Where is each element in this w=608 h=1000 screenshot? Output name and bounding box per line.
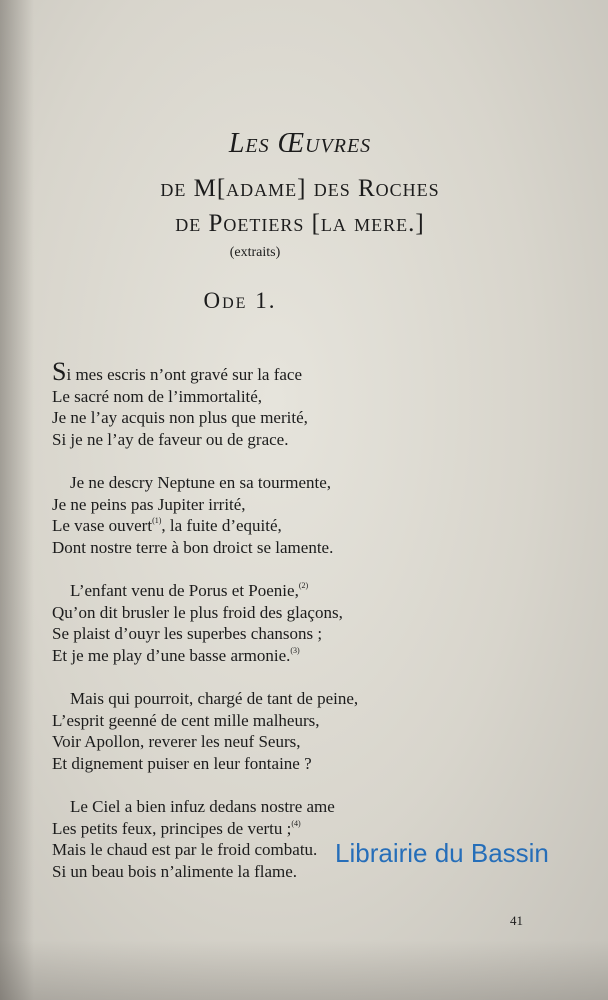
verse-text: Le vase ouvert — [52, 516, 153, 535]
verse-line: Voir Apollon, reverer les neuf Seurs, — [52, 732, 301, 751]
verse-text: Les petits feux, principes de vertu ; — [52, 818, 292, 838]
footnote-marker: (4) — [291, 818, 301, 828]
stanza-2 — [52, 472, 512, 558]
verse-text: i mes escris n’ont gravé sur la face — [66, 365, 303, 384]
verse-line: Dont nostre terre à bon droict se lamente. — [52, 537, 334, 557]
page-number: 41 — [510, 913, 523, 928]
watermark: Librairie du Bassin — [335, 838, 549, 868]
title-line-1: Les Œuvres — [228, 128, 372, 159]
drop-cap: S — [52, 357, 67, 386]
verse-line: Mais qui pourroit, chargé de tant de peine, — [70, 689, 359, 708]
verse-line: Et dignement puiser en leur fontaine ? — [52, 753, 312, 773]
title-line-2: de M[adame] des Roches — [160, 175, 440, 202]
verse-line: Se plaist d’ouyr les superbes chansons ; — [52, 624, 323, 643]
verse-line — [52, 645, 512, 667]
verse-line: Le sacré nom de l’immortalité, — [52, 386, 263, 406]
verse-line — [52, 515, 512, 537]
verse-line — [52, 357, 512, 386]
stanza-4 — [52, 688, 512, 774]
verse-text: , la fuite d’equité, — [161, 516, 282, 535]
verse-text: L’enfant venu de Porus et Poenie, — [70, 581, 299, 600]
verse-line — [52, 818, 512, 840]
verse-line: Le Ciel a bien infuz dedans nostre ame — [70, 797, 335, 816]
footnote-marker: (3) — [290, 645, 300, 655]
verse-line: Je ne peins pas Jupiter irrité, — [52, 494, 246, 514]
verse-line: L’esprit geenné de cent mille malheurs, — [52, 710, 320, 730]
verse-line: Qu’on dit brusler le plus froid des glaçons, — [52, 602, 343, 622]
verse-line: Si un beau bois n’alimente la flame. — [52, 861, 298, 881]
subtitle: (extraits) — [229, 245, 281, 260]
stanza-1 — [52, 357, 512, 450]
stanza-3 — [52, 580, 512, 666]
footnote-marker: (2) — [298, 581, 309, 590]
verse-line: Je ne l’ay acquis non plus que merité, — [52, 408, 308, 427]
poem — [52, 357, 512, 904]
verse-line: Si je ne l’ay de faveur ou de grace. — [52, 429, 289, 449]
section-heading: Ode 1. — [203, 288, 277, 313]
verse-text: Et je me play d’une basse armonie. — [52, 645, 291, 665]
verse-line: Mais le chaud est par le froid combatu. — [52, 840, 318, 859]
verse-line — [52, 580, 512, 602]
verse-line: Je ne descry Neptune en sa tourmente, — [70, 473, 332, 492]
footnote-marker: (1) — [152, 516, 162, 525]
title-line-3: de Poetiers [la mere.] — [175, 210, 425, 237]
